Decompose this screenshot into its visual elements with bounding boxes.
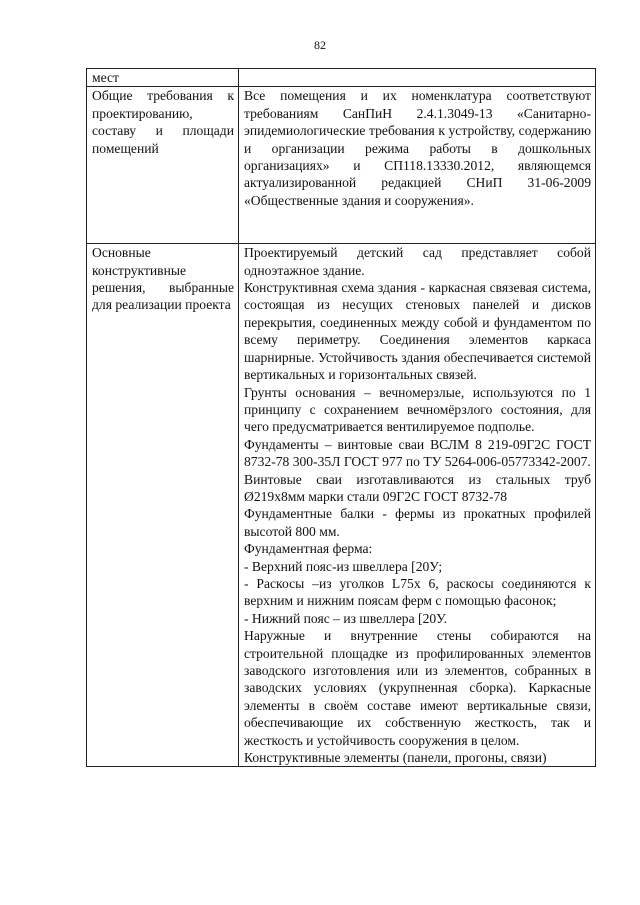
row-paragraph: - Верхний пояс-из швеллера [20У; (244, 558, 443, 574)
row-label: Общие требования к проектированию, составу и площади помещений (92, 88, 234, 156)
specification-table (86, 68, 596, 767)
table-row (87, 244, 596, 767)
row-paragraph: Проектируемый детский сад представляет собой одноэтажное здание. (244, 245, 591, 278)
spacer (244, 226, 591, 243)
spacer (244, 209, 591, 226)
row-content-cell (239, 87, 596, 244)
table-row (87, 69, 596, 87)
row-paragraph: Фундаментная ферма: (244, 541, 373, 557)
row-paragraph: Винтовые сваи изготавливаются из стальных труб Ø219х8мм марки стали 09Г2С ГОСТ 8732-78 (244, 471, 591, 504)
row-label-cell (87, 87, 239, 244)
row-paragraph: Грунты основания – вечномерзлые, используются по 1 принципу с сохранением вечномёрзлого состояния, для чего предусматривается вентилируемое подполье. (244, 384, 591, 435)
row-paragraph: Все помещения и их номенклатура соответствуют требованиям СанПиН 2.4.1.3049-13 «Санитарно-эпидемиологические требования к устройству, содержанию и организации режима работы в дошкольных организациях» и СП118.13330.2012, являющемся актуализированной редакцией СНиП 31-06-2009 «Общественные здания и сооружения». (244, 88, 591, 208)
table-row (87, 87, 596, 244)
page-number: 82 (314, 38, 326, 52)
row-paragraph: Наружные и внутренние стены собираются на строительной площадке из профилированных элементов заводского изготовления или из элементов, собранных в заводских условиях (укрупненная сборка). Каркасные элементы в своём составе имеют вертикальные связи, обеспечивающие их собственную жесткость, так и жесткость и устойчивость сооружения в целом. (244, 628, 591, 748)
row-paragraph: Конструктивные элементы (панели, прогоны, связи) (244, 750, 547, 766)
row-label: мест (92, 70, 119, 85)
row-label: Основные конструктивные решения, выбранные для реализации проекта (92, 245, 234, 313)
row-paragraph: Фундаменты – винтовые сваи ВСЛМ 8 219-09Г2С ГОСТ 8732-78 300-35Л ГОСТ 977 по ТУ 5264-006-05773342-2007. (244, 436, 591, 470)
row-content-cell (239, 244, 596, 767)
row-label-cell (87, 69, 239, 87)
row-paragraph: Конструктивная схема здания - каркасная связевая система, состоящая из несущих стеновых панелей и дисков перекрытия, соединенных между собой и фундаментом по всему периметру. Соединения элементов каркаса шарнирные. Устойчивость здания обеспечивается системой вертикальных и горизонтальных связей. (244, 280, 591, 383)
row-paragraph: - Раскосы –из уголков L75х 6, раскосы соединяются к верхним и нижним поясам ферм с помощью фасонок; (244, 575, 591, 609)
row-paragraph: - Нижний пояс – из швеллера [20У. (244, 610, 447, 626)
row-label-cell (87, 244, 239, 767)
row-content-cell (239, 69, 596, 87)
row-paragraph: Фундаментные балки - фермы из прокатных профилей высотой 800 мм. (244, 506, 591, 539)
